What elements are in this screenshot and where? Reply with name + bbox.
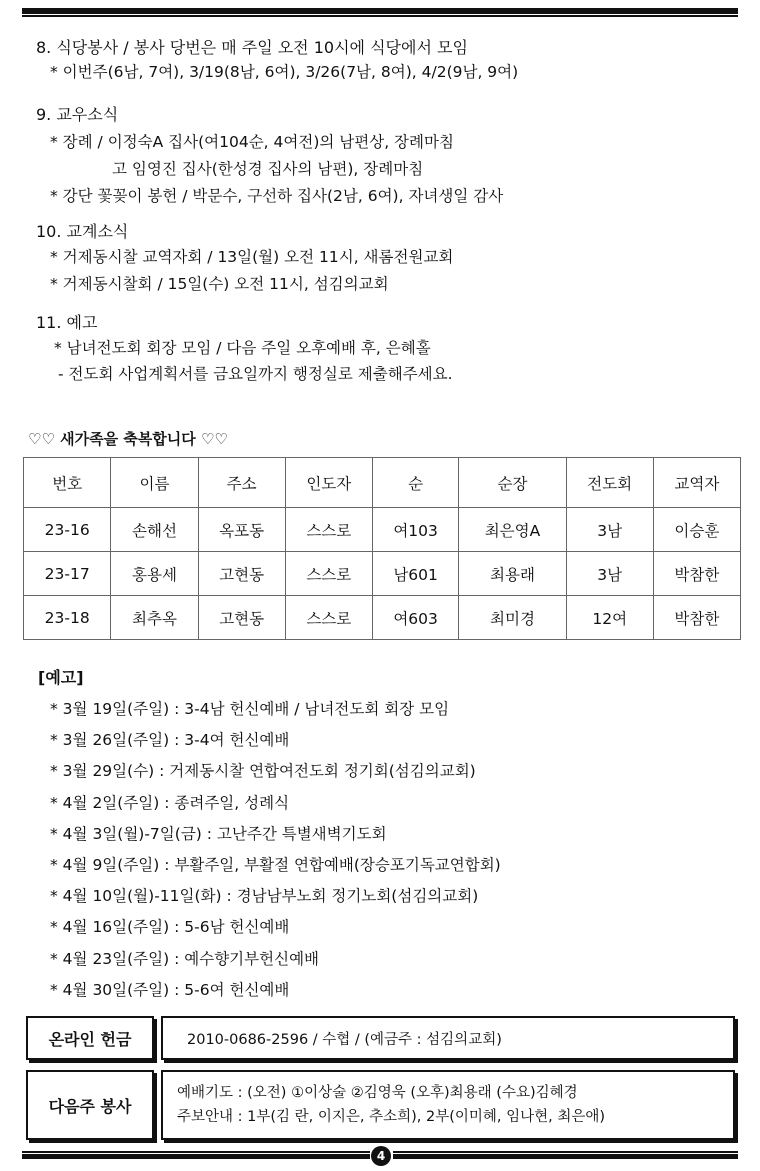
table-cell: 고현동 — [198, 552, 285, 596]
table-row — [24, 596, 741, 640]
bottom-rule-right — [393, 1151, 738, 1159]
table-cell: 최은영A — [459, 508, 566, 552]
column-header: 순 — [372, 458, 458, 508]
table-cell: 옥포동 — [198, 508, 285, 552]
section-line: 고 임영진 집사(한성경 집사의 남편), 장례마침 — [112, 160, 424, 178]
section-line: - 전도회 사업계획서를 금요일까지 행정실로 제출해주세요. — [58, 365, 453, 383]
section-line: * 강단 꽃꽂이 봉헌 / 박문수, 구선하 집사(2남, 6여), 자녀생일 감사 — [50, 187, 504, 205]
notice-title: [예고] — [38, 668, 84, 687]
column-header: 주소 — [198, 458, 285, 508]
table-row — [24, 552, 741, 596]
table-cell: 최추옥 — [111, 596, 198, 640]
next-week-service-line: 예배기도 : (오전) ①이상술 ②김영욱 (오후)최용래 (수요)김혜경 — [177, 1085, 578, 1101]
next-week-service-content — [161, 1070, 735, 1140]
section-line: * 장례 / 이정숙A 집사(여104순, 4여전)의 남편상, 장례마침 — [50, 133, 454, 151]
new-family-table — [23, 457, 741, 640]
list-item: * 4월 2일(주일) : 종려주일, 성례식 — [50, 793, 290, 812]
column-header: 전도회 — [566, 458, 653, 508]
list-item: * 4월 10일(월)-11일(화) : 경남남부노회 정기노회(섬김의교회) — [50, 887, 479, 906]
table-cell: 손해선 — [111, 508, 198, 552]
table-cell: 고현동 — [198, 596, 285, 640]
section-8 — [36, 36, 518, 84]
table-row — [24, 508, 741, 552]
list-item: * 4월 23일(주일) : 예수향기부헌신예배 — [50, 949, 320, 968]
table-cell: 3남 — [566, 508, 653, 552]
table-cell: 스스로 — [285, 508, 372, 552]
section-heading: 11. 예고 — [36, 313, 98, 332]
page-number: 4 — [371, 1146, 391, 1166]
list-item: * 4월 30일(주일) : 5-6여 헌신예배 — [50, 980, 290, 999]
online-offering-text: 2010-0686-2596 / 수협 / (예금주 : 섬김의교회) — [187, 1031, 502, 1048]
table-cell: 최용래 — [459, 552, 566, 596]
online-offering-content — [161, 1016, 735, 1060]
column-header: 교역자 — [653, 458, 740, 508]
section-9 — [36, 103, 503, 208]
table-cell: 여103 — [372, 508, 458, 552]
list-item: * 3월 19일(주일) : 3-4남 헌신예배 / 남녀전도회 회장 모임 — [50, 700, 450, 718]
table-header-row — [24, 458, 741, 508]
list-item: * 4월 3일(월)-7일(금) : 고난주간 특별새벽기도회 — [50, 824, 387, 843]
online-offering-label-text: 온라인 헌금 — [48, 1029, 132, 1049]
section-10 — [36, 220, 453, 296]
column-header: 번호 — [24, 458, 111, 508]
table-cell: 23-17 — [24, 552, 111, 596]
column-header: 인도자 — [285, 458, 372, 508]
list-item: * 3월 29일(수) : 거제동시찰 연합여전도회 정기회(섬김의교회) — [50, 762, 476, 781]
section-heading: 8. 식당봉사 / 봉사 당번은 매 주일 오전 10시에 식당에서 모임 — [36, 38, 468, 57]
next-week-service-label — [26, 1070, 154, 1140]
section-heading: 9. 교우소식 — [36, 105, 119, 124]
section-heading: 10. 교계소식 — [36, 222, 129, 241]
next-week-service-label-text: 다음주 봉사 — [48, 1096, 132, 1116]
section-11 — [36, 311, 453, 386]
list-item: * 4월 16일(주일) : 5-6남 헌신예배 — [50, 918, 290, 937]
new-family-title: ♡♡ 새가족을 축복합니다 ♡♡ — [28, 430, 228, 448]
list-item: * 4월 9일(주일) : 부활주일, 부활절 연합예배(장승포기독교연합회) — [50, 856, 501, 875]
table-cell: 스스로 — [285, 552, 372, 596]
table-cell: 23-16 — [24, 508, 111, 552]
table-cell: 12여 — [566, 596, 653, 640]
top-rule — [22, 8, 738, 17]
bottom-rule-left — [22, 1151, 370, 1159]
table-cell: 홍용세 — [111, 552, 198, 596]
column-header: 이름 — [111, 458, 198, 508]
list-item: * 3월 26일(주일) : 3-4여 헌신예배 — [50, 731, 290, 750]
table-cell: 23-18 — [24, 596, 111, 640]
next-week-service-line: 주보안내 : 1부(김 란, 이지은, 추소희), 2부(이미혜, 임나현, 최은애) — [177, 1109, 606, 1125]
section-line: * 거제동시찰회 / 15일(수) 오전 11시, 섬김의교회 — [50, 275, 389, 293]
column-header: 순장 — [459, 458, 566, 508]
section-line: * 이번주(6남, 7여), 3/19(8남, 6여), 3/26(7남, 8여), 4/2(9남, 9여) — [50, 63, 519, 81]
table-cell: 남601 — [372, 552, 458, 596]
table-cell: 박참한 — [653, 596, 740, 640]
section-line: * 거제동시찰 교역자회 / 13일(월) 오전 11시, 새롬전원교회 — [50, 248, 454, 266]
table-cell: 이승훈 — [653, 508, 740, 552]
table-cell: 3남 — [566, 552, 653, 596]
table-cell: 스스로 — [285, 596, 372, 640]
table-cell: 최미경 — [459, 596, 566, 640]
online-offering-label — [26, 1016, 154, 1060]
table-cell: 여603 — [372, 596, 458, 640]
section-line: * 남녀전도회 회장 모임 / 다음 주일 오후예배 후, 은혜홀 — [54, 339, 431, 357]
notice-list — [50, 694, 501, 1006]
table-cell: 박참한 — [653, 552, 740, 596]
